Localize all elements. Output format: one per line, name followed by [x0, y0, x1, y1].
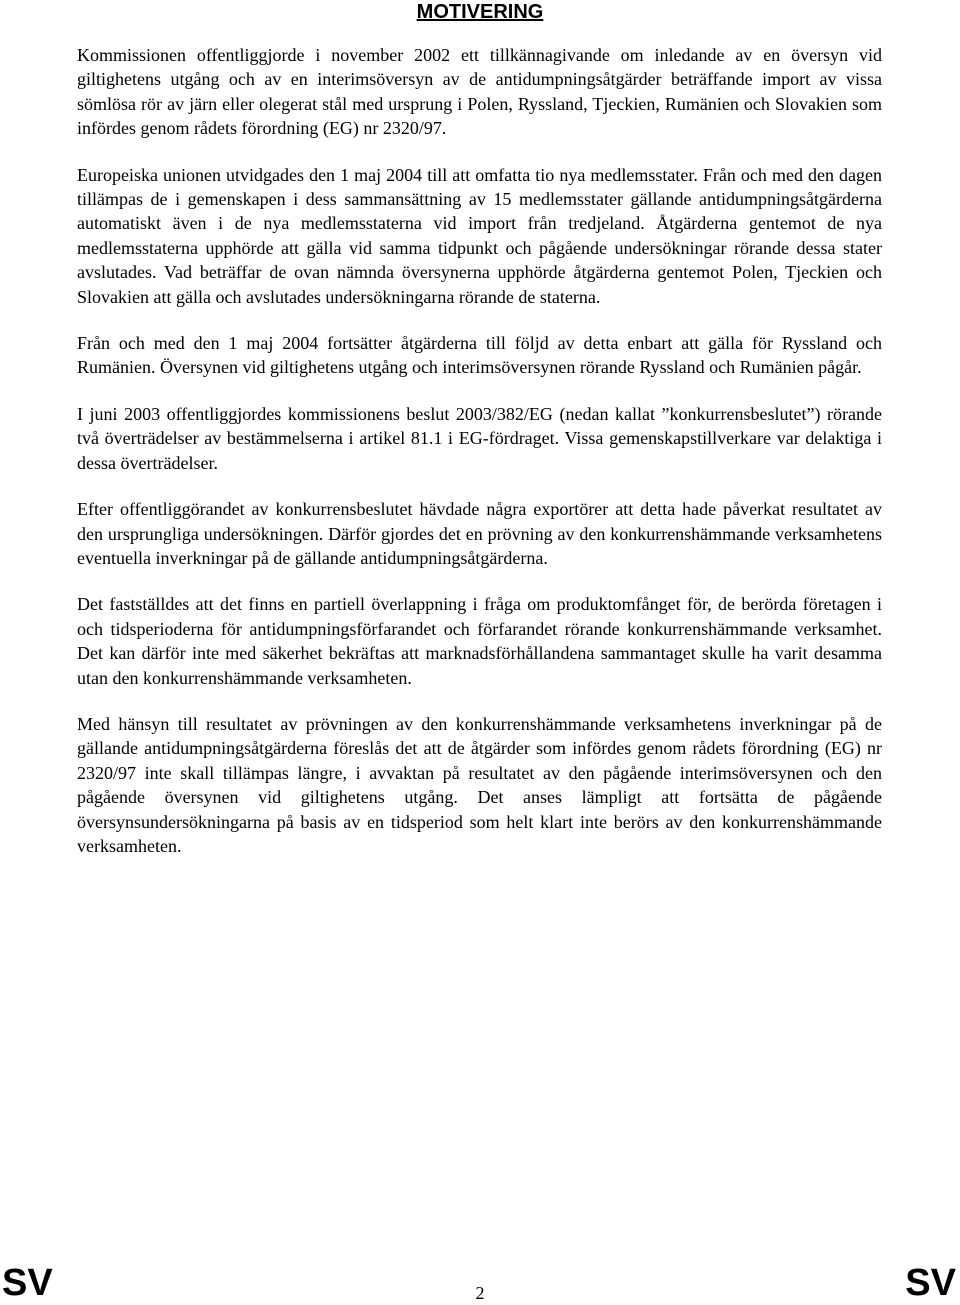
paragraph-1: Kommissionen offentliggjorde i november 2002 ett tillkännagivande om inledande av en översyn vid giltighetens utgång och av en interimsöversyn av de antidumpningsåtgärder beträffande import av vissa sömlösa rör av järn eller olegerat stål med ursprung i Polen, Ryssland, Tjeckien, Rumänien och Slovakien som infördes genom rådets förordning (EG) nr 2320/97.	[77, 45, 882, 139]
paragraph-5: Efter offentliggörandet av konkurrensbeslutet hävdade några exportörer att detta hade påverkat resultatet av den ursprungliga undersökningen. Därför gjordes det en prövning av den konkurrenshämmande verksamhetens eventuella inverkningar på de gällande antidumpningsåtgärderna.	[77, 499, 882, 568]
page-number: 2	[475, 1283, 485, 1303]
paragraph-3: Från och med den 1 maj 2004 fortsätter åtgärderna till följd av detta enbart att gälla för Ryssland och Rumänien. Översynen vid giltighetens utgång och interimsöversynen rörande Ryssland och Rumänien pågår.	[77, 333, 882, 378]
document-body	[77, 43, 882, 880]
paragraph-4: I juni 2003 offentliggjordes kommissionens beslut 2003/382/EG (nedan kallat ”konkurrensbeslutet”) rörande två överträdelser av bestämmelserna i artikel 81.1 i EG-fördraget. Vissa gemenskapstillverkare var delaktiga i dessa överträdelser.	[77, 403, 882, 473]
footer-language-right: SV	[905, 1262, 956, 1304]
paragraph-7: Med hänsyn till resultatet av prövningen av den konkurrenshämmande verksamhetens inverkningar på de gällande antidumpningsåtgärderna föreslås det att de åtgärder som infördes genom rådets förordning (EG) nr 2320/97 inte skall tillämpas längre, i avvaktan på resultatet av den pågående interimsöversynen och den pågående översynen vid giltighetens utgång. Det anses lämpligt att fortsätta de pågående översynsundersökningarna på basis av en tidsperiod som helt klart inte berörs av den konkurrenshämmande verksamheten.	[77, 713, 882, 856]
footer-language-left: SV	[2, 1262, 53, 1304]
paragraph-2: Europeiska unionen utvidgades den 1 maj 2004 till att omfatta tio nya medlemsstater. Från och med den dagen tillämpas de i gemenskapen i dess sammansättning av 15 medlemsstater gällande antidumpningsåtgärderna automatiskt även i de nya medlemsstaterna vid import från tredjeland. Åtgärderna gentemot de nya medlemsstaterna upphörde att gälla vid samma tidpunkt och pågående undersökningar rörande dessa stater avslutades. Vad beträffar de ovan nämnda översynerna upphörde åtgärderna gentemot Polen, Tjeckien och Slovakien att gälla och avslutades undersökningarna rörande de staterna.	[77, 164, 882, 307]
section-heading: MOTIVERING	[416, 1, 544, 23]
paragraph-6: Det fastställdes att det finns en partiell överlappning i fråga om produktomfånget för, de berörda företagen i och tidsperioderna för antidumpningsförfarandet och förfarandet rörande konkurrenshämmande verksamhet. Det kan därför inte med säkerhet bekräftas att marknadsförhållandena sammantaget skulle ha varit desamma utan den konkurrenshämmande verksamheten.	[77, 594, 882, 688]
